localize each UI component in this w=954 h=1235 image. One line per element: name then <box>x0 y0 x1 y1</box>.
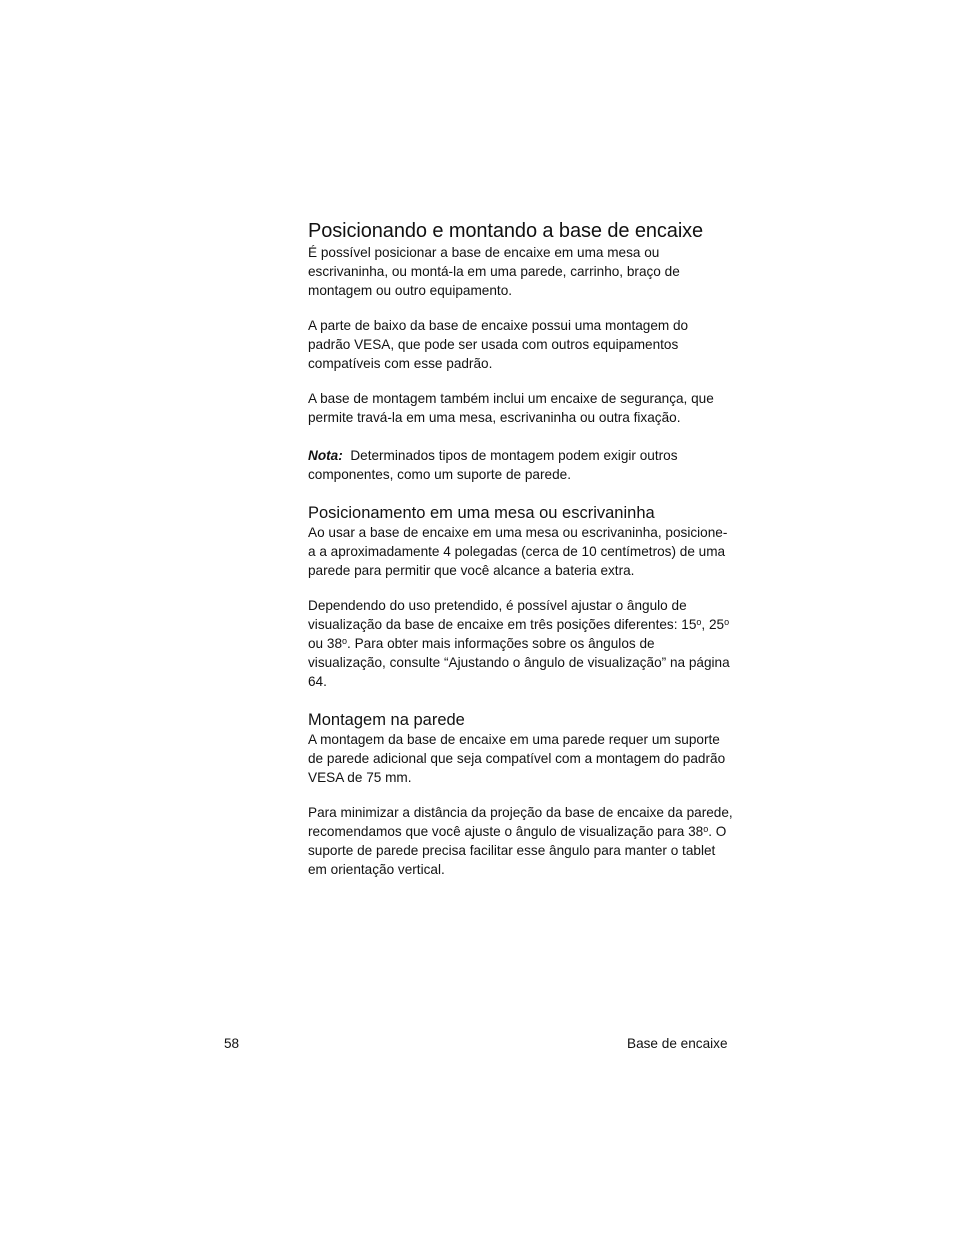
section-title: Posicionando e montando a base de encaixe <box>308 220 704 242</box>
page-number: 58 <box>224 1036 240 1051</box>
chapter-title: Base de encaixe <box>627 1036 728 1051</box>
degree-mark: o <box>724 617 730 627</box>
note-text: Determinados tipos de montagem podem exigir outros componentes, como um suporte de parede. <box>308 448 678 482</box>
desk-subsection-title: Posicionamento em uma mesa ou escrivaninha <box>308 504 655 522</box>
wall-paragraph-2 <box>308 803 733 879</box>
desk-paragraph-2 <box>308 596 733 691</box>
intro-paragraph: É possível posicionar a base de encaixe em uma mesa ou escrivaninha, ou montá-la em uma parede, carrinho, braço de montagem ou outro equipamento. <box>308 245 680 298</box>
wall-paragraph-2-text: . O suporte de parede precisa facilitar esse ângulo para manter o tablet em orientação vertical. <box>308 824 727 877</box>
desk-paragraph-2-text: , 25 <box>701 617 725 632</box>
note-paragraph <box>308 446 733 484</box>
degree-mark: o <box>342 636 348 646</box>
page-content <box>308 219 733 879</box>
desk-paragraph-2-text: Dependendo do uso pretendido, é possível ajustar o ângulo de visualização da base de encaixe em três posições diferentes: 15 <box>308 598 697 632</box>
security-paragraph: A base de montagem também inclui um encaixe de segurança, que permite travá-la em uma mesa, escrivaninha ou outra fixação. <box>308 391 714 425</box>
desk-paragraph-1: Ao usar a base de encaixe em uma mesa ou escrivaninha, posicione-a a aproximadamente 4 polegadas (cerca de 10 centímetros) de uma parede para permitir que você alcance a bateria extra. <box>308 525 728 578</box>
desk-paragraph-2-text: . Para obter mais informações sobre os ângulos de visualização, consulte “Ajustando o ângulo de visualização” na página 64. <box>308 636 730 689</box>
wall-paragraph-2-text: Para minimizar a distância da projeção da base de encaixe da parede, recomendamos que você ajuste o ângulo de visualização para 38 <box>308 805 733 839</box>
desk-paragraph-2-text: ou 38 <box>308 636 343 651</box>
vesa-paragraph: A parte de baixo da base de encaixe possui uma montagem do padrão VESA, que pode ser usada com outros equipamentos compatíveis com esse padrão. <box>308 318 689 371</box>
wall-subsection-title: Montagem na parede <box>308 711 465 729</box>
note-label: Nota: <box>308 448 343 463</box>
degree-mark: o <box>703 824 709 834</box>
wall-paragraph-1: A montagem da base de encaixe em uma parede requer um suporte de parede adicional que seja compatível com a montagem do padrão VESA de 75 mm. <box>308 732 726 785</box>
degree-mark: o <box>696 617 702 627</box>
